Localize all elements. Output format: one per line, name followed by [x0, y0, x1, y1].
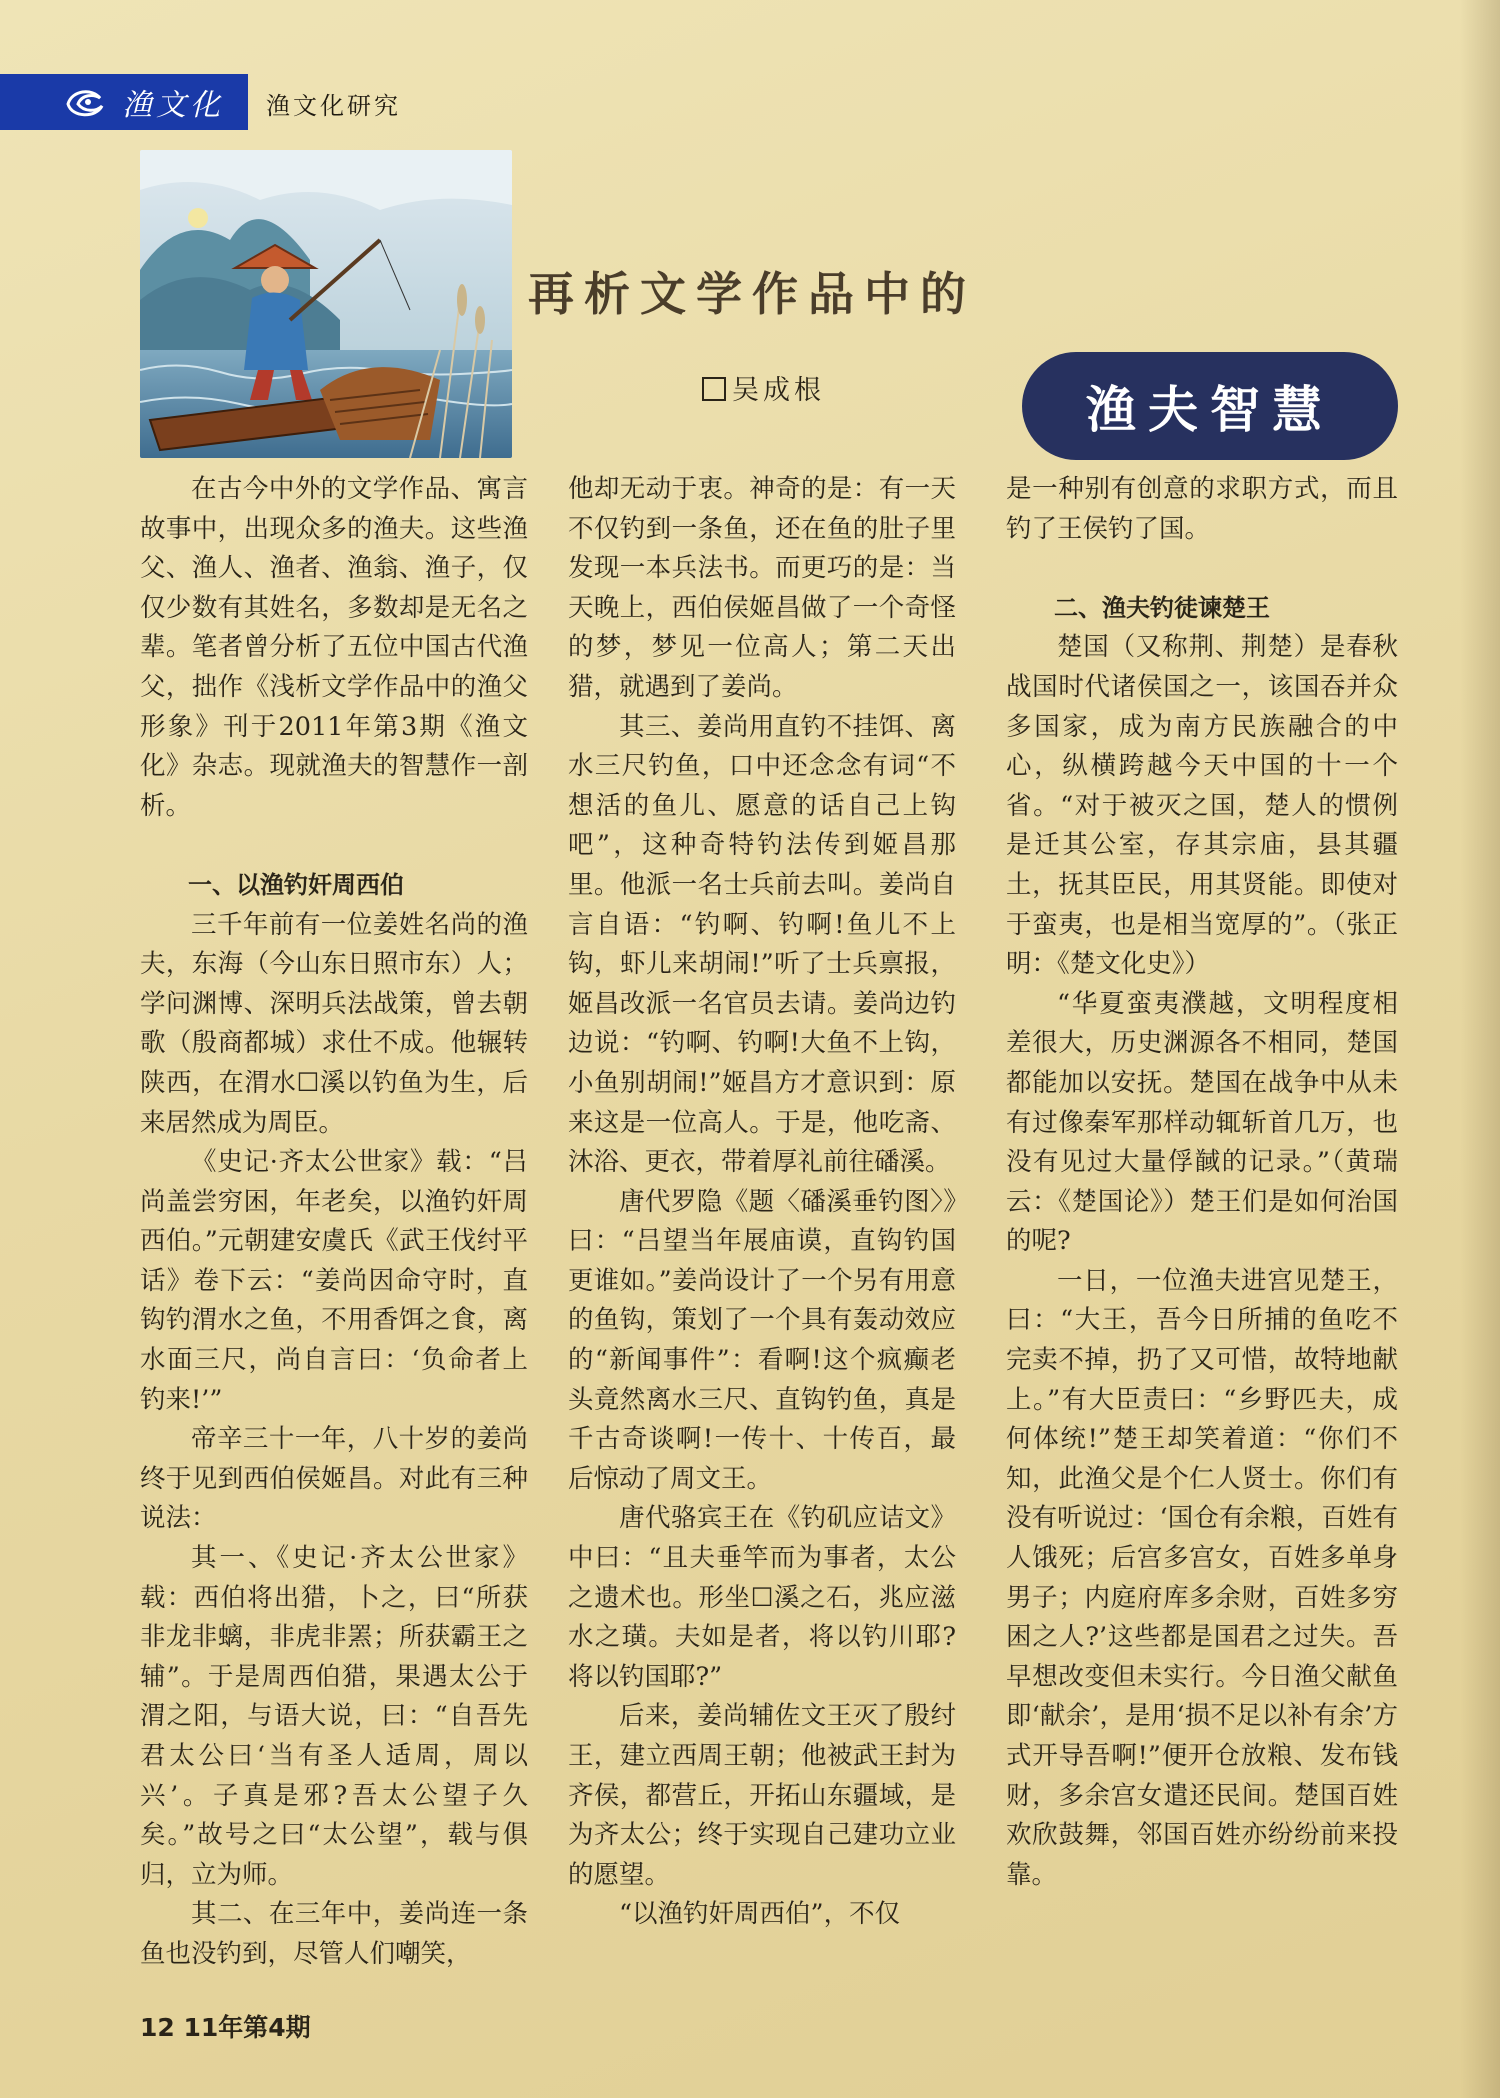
byline-box-icon: [702, 377, 726, 401]
body-paragraph: 他却无动于衷。神奇的是：有一天不仅钓到一条鱼，还在鱼的肚子里发现一本兵法书。而更巧的是：当天晚上，西伯侯姬昌做了一个奇怪的梦，梦见一位高人；第二天出猎，就遇到了姜尚。: [568, 474, 956, 702]
body-paragraph: 三千年前有一位姜姓名尚的渔夫，东海（今山东日照市东）人；学问渊博、深明兵法战策，曾去朝歌（殷商都城）求仕不成。他辗转陕西，在渭水☐溪以钓鱼为生，后来居然成为周臣。: [140, 909, 528, 1138]
fisherman-illustration: [140, 150, 512, 458]
text-column-2: [568, 470, 956, 1935]
article-title-badge: [1022, 352, 1398, 460]
article-title-line2: 渔夫智慧: [1086, 381, 1334, 439]
body-paragraph: 帝辛三十一年，八十岁的姜尚终于见到西伯侯姬昌。对此有三种说法：: [140, 1424, 528, 1534]
section-heading: 一、以渔钓奸周西伯: [188, 870, 404, 899]
author-name: 吴成根: [732, 375, 825, 406]
body-paragraph: 唐代骆宾王在《钓矶应诘文》中曰：“且夫垂竿而为事者，太公之遗术也。形坐☐溪之石，兆应滋水之璜。夫如是者，将以钓川耶?将以钓国耶?”: [568, 1503, 956, 1692]
paragraph-gap: [140, 826, 528, 866]
body-paragraph: 唐代罗隐《题〈磻溪垂钓图〉》曰：“吕望当年展庙谟，直钩钓国更谁如。”姜尚设计了一个另有用意的鱼钩，策划了一个具有轰动效应的“新闻事件”：看啊!这个疯癫老头竟然离水三尺、直钩钓鱼，真是千古奇谈啊!一传十、十传百，最后惊动了周文王。: [568, 1186, 956, 1494]
author-byline: [702, 368, 825, 407]
body-paragraph: 楚国（又称荆、荆楚）是春秋战国时代诸侯国之一，该国吞并众多国家，成为南方民族融合的中心，纵横跨越今天中国的十一个省。“对于被灭之国，楚人的惯例是迁其公室，存其宗庙，县其疆土，抚其臣民，用其贤能。即使对于蛮夷，也是相当宽厚的”。（张正明：《楚文化史》）: [1006, 632, 1398, 980]
text-column-3: [1006, 470, 1398, 1895]
body-paragraph: “华夏蛮夷濮越，文明程度相差很大，历史渊源各不相同，楚国都能加以安抚。楚国在战争中从未有过像秦军那样动辄斩首几万，也没有见过大量俘馘的记录。”（黄瑞云：《楚国论》）楚王们是如何治国的呢?: [1006, 988, 1398, 1257]
fish-logo-icon: [62, 82, 108, 122]
body-paragraph: 其三、姜尚用直钓不挂饵、离水三尺钓鱼，口中还念念有词“不想活的鱼儿、愿意的话自己上钩吧”，这种奇特钓法传到姬昌那里。他派一名士兵前去叫。姜尚自言自语：“钓啊、钓啊!鱼儿不上钩，虾儿来胡闹!”听了士兵禀报，姬昌改派一名官员去请。姜尚边钓边说：“钓啊、钓啊!大鱼不上钩，小鱼别胡闹!”姬昌方才意识到：原来这是一位高人。于是，他吃斋、沐浴、更衣，带着厚礼前往磻溪。: [568, 711, 956, 1178]
page-edge-shadow: [1460, 0, 1500, 2098]
body-paragraph: 一日，一位渔夫进宫见楚王，曰：“大王，吾今日所捕的鱼吃不完卖不掉，扔了又可惜，故特地献上。”有大臣责曰：“乡野匹夫，成何体统!”楚王却笑着道：“你们不知，此渔父是个仁人贤士。你们有没有听说过：‘国仓有余粮，百姓有人饿死；后宫多宫女，百姓多单身男子；内庭府库多余财，百姓多穷困之人?’这些都是国君之过失。吾早想改变但未实行。今日渔父献鱼即‘献余’，是用‘损不足以补有余’方式开导吾啊!”便开仓放粮、发布钱财，多余宫女遣还民间。楚国百姓欢欣鼓舞，邻国百姓亦纷纷前来投靠。: [1006, 1265, 1398, 1890]
body-paragraph: 其一、《史记·齐太公世家》载：西伯将出猎，卜之，曰“所获非龙非螭，非虎非罴；所获霸王之辅”。于是周西伯猎，果遇太公于渭之阳，与语大说，曰：“自吾先君太公曰‘当有圣人适周，周以兴’。子真是邪?吾太公望子久矣。”故号之曰“太公望”，载与俱归，立为师。: [140, 1543, 528, 1890]
page-footer: 12 11年第4期: [140, 2013, 311, 2042]
paragraph-gap: [1006, 549, 1398, 589]
body-paragraph: 是一种别有创意的求职方式，而且钓了王侯钓了国。: [1006, 474, 1398, 544]
section-label: 渔文化研究: [266, 92, 401, 120]
masthead-bar: [0, 74, 248, 130]
section-heading: 二、渔夫钓徒谏楚王: [1054, 593, 1270, 622]
body-paragraph: 在古今中外的文学作品、寓言故事中，出现众多的渔夫。这些渔父、渔人、渔者、渔翁、渔子，仅仅少数有其姓名，多数却是无名之辈。笔者曾分析了五位中国古代渔父，拙作《浅析文学作品中的渔父形象》刊于2011年第3期《渔文化》杂志。现就渔夫的智慧作一剖析。: [140, 474, 528, 821]
body-paragraph: 其二、在三年中，姜尚连一条鱼也没钓到，尽管人们嘲笑，: [140, 1899, 528, 1969]
article-title-line1: 再析文学作品中的: [528, 267, 976, 321]
text-column-1: [140, 470, 528, 1975]
body-paragraph: “以渔钓奸周西伯”，不仅: [619, 1899, 901, 1930]
magazine-logo-text: 渔文化: [122, 88, 224, 123]
body-paragraph: 《史记·齐太公世家》载：“吕尚盖尝穷困，年老矣，以渔钓奸周西伯。”元朝建安虞氏《武王伐纣平话》卷下云：“姜尚因命守时，直钩钓渭水之鱼，不用香饵之食，离水面三尺，尚自言曰：‘负命者上钓来!’”: [140, 1147, 528, 1415]
body-paragraph: 后来，姜尚辅佐文王灭了殷纣王，建立西周王朝；他被武王封为齐侯，都营丘，开拓山东疆域，是为齐太公；终于实现自己建功立业的愿望。: [568, 1701, 956, 1890]
